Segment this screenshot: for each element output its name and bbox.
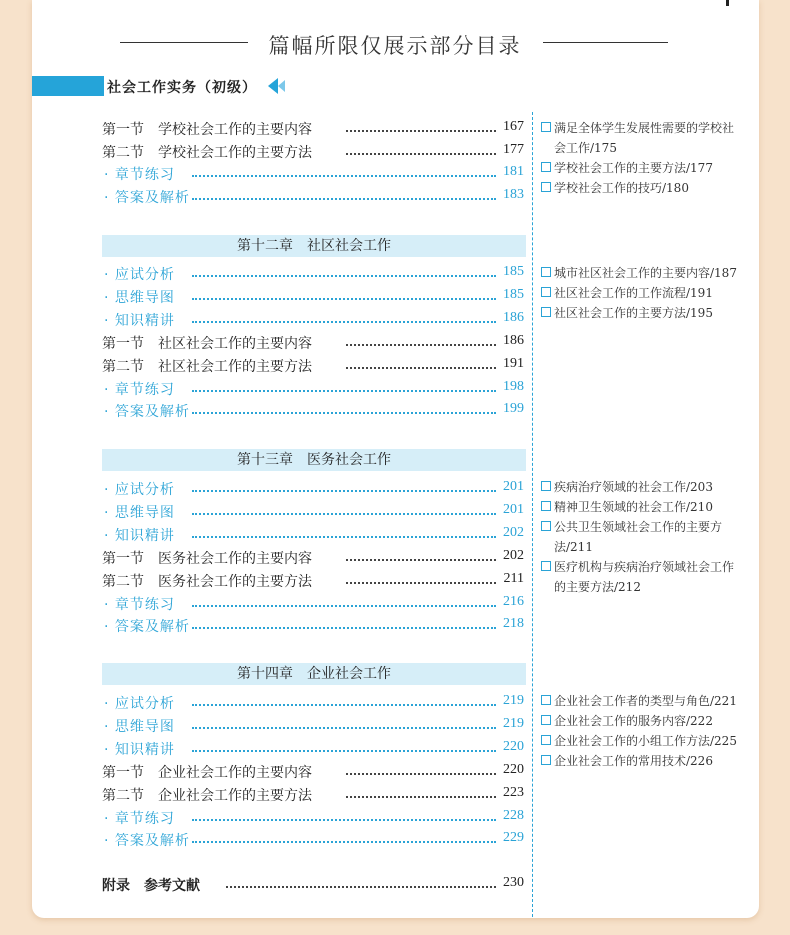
toc-entry[interactable] [102,691,526,713]
toc-entry[interactable] [102,185,526,207]
side-note-item [541,731,741,751]
toc-entry-label: 第一节 医务社会工作的主要内容 [102,550,312,567]
side-note-item [541,517,741,557]
page-number: 202 [503,524,524,540]
page-number: 223 [503,784,524,800]
leader-dots [346,367,496,369]
toc-entry[interactable] [102,117,526,139]
toc-entry[interactable] [102,569,526,591]
checkbox-square-icon [541,481,551,491]
side-note-group [541,263,741,323]
toc-entry-label: · 章节练习 [104,167,175,183]
toc-entry-label: · 章节练习 [104,810,175,827]
page-number: 185 [503,286,524,302]
page-number: 219 [503,693,524,708]
book-title-bar [32,76,104,96]
checkbox-square-icon [541,122,551,132]
leader-dots [192,536,496,538]
leader-dots [192,198,496,200]
toc-entry[interactable] [102,614,526,636]
side-note-item [541,711,741,731]
side-note-item [541,477,741,497]
column-divider [532,112,533,917]
book-title: 社会工作实务（初级） [107,80,257,96]
checkbox-square-icon [541,182,551,192]
checkbox-square-icon [541,287,551,297]
toc-entry[interactable] [102,285,526,307]
side-note-item [541,497,741,517]
leader-dots [192,175,496,177]
toc-entry[interactable] [102,828,526,850]
toc-entry-label: 第二节 社区社会工作的主要方法 [102,358,312,375]
side-note-text: 医疗机构与疾病治疗领域社会工作的主要方法/212 [554,560,735,594]
checkbox-square-icon [541,695,551,705]
page-number: 218 [503,616,524,632]
side-note-text: 企业社会工作者的类型与角色/221 [554,694,737,708]
toc-entry-label: · 思维导图 [104,504,175,521]
page-number: 186 [503,309,524,325]
toc-entry[interactable] [102,523,526,545]
page-number: 220 [503,761,524,777]
leader-dots [226,886,496,888]
toc-entry-label: · 章节练习 [104,381,175,398]
page-number: 167 [503,119,524,134]
checkbox-square-icon [541,735,551,745]
leader-dots [346,582,496,584]
leader-dots [192,627,496,629]
toc-entry[interactable] [102,737,526,759]
side-note-item [541,118,741,158]
side-note-text: 学校社会工作的主要方法/177 [554,161,713,175]
toc-entry-label: 第二节 企业社会工作的主要方法 [102,787,312,804]
page-number: 201 [503,501,524,517]
toc-entry[interactable] [102,262,526,284]
toc-entry[interactable] [102,806,526,828]
checkbox-square-icon [541,715,551,725]
toc-entry-label: 附录 参考文献 [102,878,200,894]
page-number: 181 [503,164,524,179]
toc-entry[interactable] [102,331,526,353]
toc-entry-label: 第二节 医务社会工作的主要方法 [102,573,312,590]
leader-dots [192,605,496,607]
page-number: 198 [503,378,524,394]
toc-entry[interactable] [102,546,526,568]
leader-dots [192,490,496,492]
leader-dots [192,841,496,843]
toc-entry[interactable] [102,399,526,421]
toc-entry[interactable] [102,140,526,162]
toc-entry-label: · 答案及解析 [104,833,190,850]
toc-entry[interactable] [102,760,526,782]
leader-dots [346,773,496,775]
side-note-text: 企业社会工作的常用技术/226 [554,754,713,768]
page-number: 216 [503,593,524,609]
side-note-item [541,283,741,303]
chapter-heading[interactable]: 第十二章 社区社会工作 [102,235,526,257]
toc-entry-label: 第二节 学校社会工作的主要方法 [102,144,312,161]
page-number: 191 [503,355,524,371]
page-number: 211 [503,570,524,586]
toc-entry[interactable] [102,500,526,522]
toc-entry-label: · 应试分析 [104,267,175,283]
page-number: 185 [503,264,524,279]
chapter-heading[interactable]: 第十三章 医务社会工作 [102,449,526,471]
leader-dots [346,130,496,132]
leader-dots [192,727,496,729]
side-note-group [541,118,741,198]
leader-dots [192,704,496,706]
side-note-text: 公共卫生领域社会工作的主要方法/211 [554,520,723,554]
page-number: 202 [503,547,524,563]
toc-entry-label: · 章节练习 [104,596,175,613]
checkbox-square-icon [541,162,551,172]
toc-entry-label: 第一节 学校社会工作的主要内容 [102,122,312,138]
double-arrow-left-icon [267,77,291,95]
toc-entry-label: · 思维导图 [104,718,175,735]
leader-dots [192,750,496,752]
checkbox-square-icon [541,521,551,531]
side-note-item [541,178,741,198]
side-note-text: 社区社会工作的主要方法/195 [554,306,713,320]
checkbox-square-icon [541,755,551,765]
side-note-text: 企业社会工作的服务内容/222 [554,714,713,728]
leader-dots [192,819,496,821]
side-note-item [541,158,741,178]
toc-entry-label: · 答案及解析 [104,189,190,206]
checkbox-square-icon [541,267,551,277]
toc-entry[interactable] [102,592,526,614]
page-number: 186 [503,332,524,348]
toc-entry-label: · 答案及解析 [104,404,190,421]
leader-dots [192,298,496,300]
toc-entry-label: · 应试分析 [104,482,175,498]
toc-entry-label: · 知识精讲 [104,527,175,544]
checkbox-square-icon [541,501,551,511]
page-number: 228 [503,807,524,823]
page-number: 183 [503,186,524,202]
side-note-item [541,303,741,323]
page-number: 229 [503,830,524,846]
side-note-text: 精神卫生领域的社会工作/210 [554,500,713,514]
side-note-text: 城市社区社会工作的主要内容/187 [554,266,737,280]
page-number: 201 [503,479,524,494]
toc-entry[interactable] [102,162,526,184]
toc-entry-label: · 应试分析 [104,696,175,712]
side-note-item [541,691,741,711]
toc-entry-label: · 思维导图 [104,289,175,306]
side-note-group [541,691,741,771]
toc-entry[interactable] [102,714,526,736]
leader-dots [192,390,496,392]
toc-entry[interactable] [102,873,526,895]
chapter-heading[interactable]: 第十四章 企业社会工作 [102,663,526,685]
checkbox-square-icon [541,307,551,317]
leader-dots [346,559,496,561]
page-number: 199 [503,401,524,417]
toc-entry[interactable] [102,783,526,805]
toc-entry[interactable] [102,354,526,376]
leader-dots [192,321,496,323]
checkbox-square-icon [541,561,551,571]
side-note-text: 企业社会工作的小组工作方法/225 [554,734,737,748]
toc-entry-label: · 答案及解析 [104,619,190,636]
side-note-item [541,557,741,597]
toc-entry-label: · 知识精讲 [104,741,175,758]
side-note-item [541,263,741,283]
leader-dots [346,796,496,798]
page-number: 177 [503,141,524,157]
side-note-text: 学校社会工作的技巧/180 [554,181,689,195]
leader-dots [346,344,496,346]
toc-entry-label: 第一节 企业社会工作的主要内容 [102,764,312,781]
leader-dots [192,412,496,414]
leader-dots [192,513,496,515]
toc-entry[interactable] [102,477,526,499]
side-note-text: 社区社会工作的工作流程/191 [554,286,713,300]
toc-entry-label: 第一节 社区社会工作的主要内容 [102,335,312,352]
page-edge-mark [726,0,729,6]
page-number: 220 [503,738,524,754]
toc-entry[interactable] [102,377,526,399]
side-note-item [541,751,741,771]
side-note-text: 疾病治疗领域的社会工作/203 [554,480,713,494]
leader-dots [346,153,496,155]
side-note-text: 满足全体学生发展性需要的学校社会工作/175 [554,121,735,155]
side-note-group [541,477,741,597]
page-number: 230 [503,875,524,890]
toc-entry[interactable] [102,308,526,330]
toc-entry-label: · 知识精讲 [104,312,175,329]
page-number: 219 [503,715,524,731]
page-title: 篇幅所限仅展示部分目录 [0,30,790,60]
leader-dots [192,275,496,277]
